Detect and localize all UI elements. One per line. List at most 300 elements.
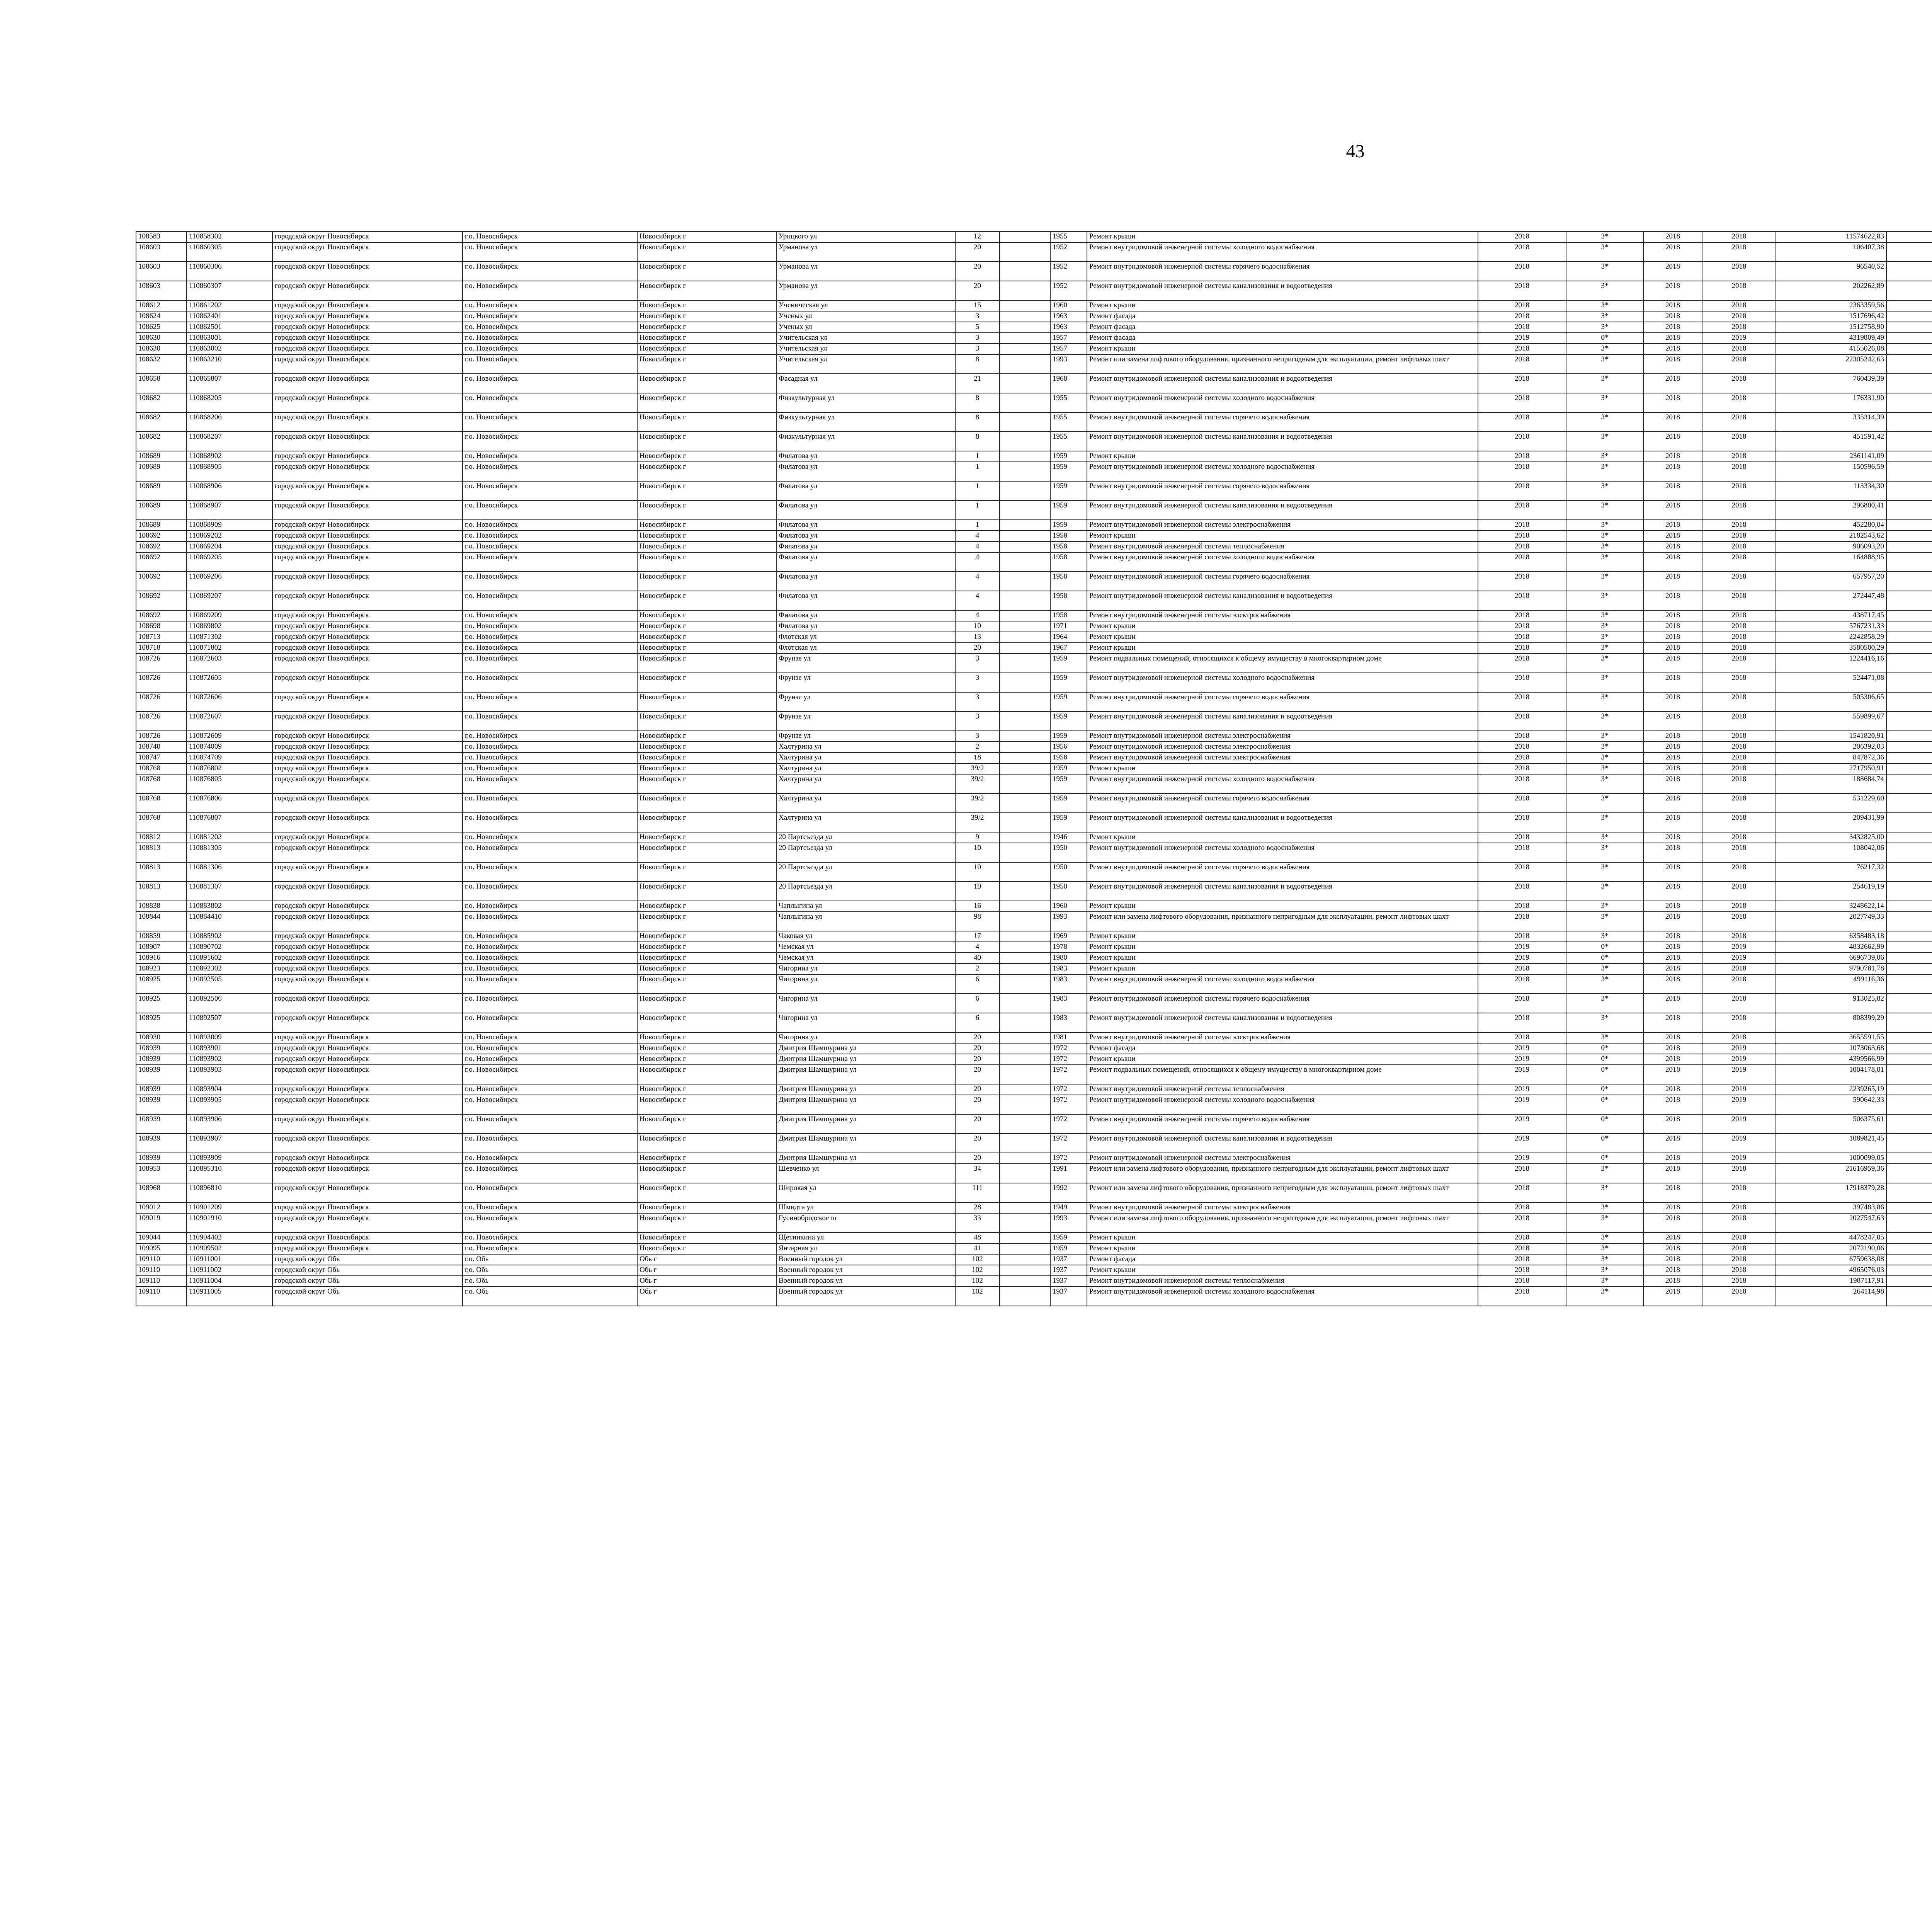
- cell-status: 3*: [1566, 300, 1643, 311]
- cell-house-id: 108658: [136, 374, 187, 393]
- cell-record-id: 110893009: [187, 1032, 272, 1043]
- cell-year-built: 1993: [1050, 1213, 1087, 1233]
- cell-record-id: 110883802: [187, 901, 272, 912]
- cell-municipality: городской округ Новосибирск: [272, 1202, 463, 1213]
- cell-street: Учительская ул: [776, 344, 955, 354]
- cell-record-id: 110869206: [187, 572, 272, 591]
- cell-start-year: 2018: [1643, 1134, 1702, 1153]
- cell-locality: Новосибирск г: [637, 632, 776, 643]
- cell-municipality: городской округ Новосибирск: [272, 793, 463, 813]
- cell-end-year: 2018: [1702, 481, 1776, 501]
- cell-municipality: городской округ Новосибирск: [272, 712, 463, 731]
- cell-locality: Новосибирск г: [637, 1043, 776, 1054]
- cell-year-built: 1950: [1050, 862, 1087, 882]
- cell-house-number: 20: [955, 1054, 1000, 1065]
- table-row: [136, 1032, 1932, 1043]
- cell-municipality: городской округ Новосибирск: [272, 354, 463, 374]
- cell-house-id: 108939: [136, 1114, 187, 1134]
- cell-record-id: 110863210: [187, 354, 272, 374]
- cell-cost-total: 1517696,42: [1776, 311, 1886, 322]
- cell-plan-year: 2018: [1478, 354, 1566, 374]
- cell-work-type: Ремонт фасада: [1087, 333, 1478, 344]
- cell-cost-total: 506375,61: [1776, 1114, 1886, 1134]
- cell-end-year: 2018: [1702, 731, 1776, 742]
- cell-end-year: 2018: [1702, 654, 1776, 673]
- cell-year-built: 1959: [1050, 692, 1087, 712]
- cell-cost-fund: [1886, 432, 1932, 451]
- cell-house-number: 13: [955, 632, 1000, 643]
- cell-work-type: Ремонт крыши: [1087, 1054, 1478, 1065]
- cell-municipal-unit: г.о. Новосибирск: [463, 813, 637, 832]
- cell-status: 3*: [1566, 931, 1643, 942]
- cell-municipality: городской округ Новосибирск: [272, 232, 463, 242]
- cell-locality: Новосибирск г: [637, 481, 776, 501]
- cell-cost-fund: [1886, 300, 1932, 311]
- cell-house-id: 108859: [136, 931, 187, 942]
- cell-building: [1000, 541, 1050, 552]
- cell-status: 3*: [1566, 752, 1643, 763]
- cell-municipality: городской округ Новосибирск: [272, 1243, 463, 1254]
- cell-status: 3*: [1566, 832, 1643, 843]
- cell-municipal-unit: г.о. Новосибирск: [463, 763, 637, 774]
- cell-house-id: 108603: [136, 262, 187, 281]
- cell-start-year: 2018: [1643, 1054, 1702, 1065]
- cell-plan-year: 2018: [1478, 451, 1566, 462]
- cell-locality: Новосибирск г: [637, 673, 776, 692]
- cell-cost-total: 1089821,45: [1776, 1134, 1886, 1153]
- cell-start-year: 2018: [1643, 520, 1702, 531]
- cell-work-type: Ремонт крыши: [1087, 232, 1478, 242]
- cell-house-number: 20: [955, 1153, 1000, 1164]
- cell-cost-fund: [1886, 654, 1932, 673]
- cell-record-id: 110872607: [187, 712, 272, 731]
- cell-locality: Новосибирск г: [637, 1134, 776, 1153]
- cell-work-type: Ремонт внутридомовой инженерной системы холодного водоснабжения: [1087, 242, 1478, 262]
- cell-start-year: 2018: [1643, 1265, 1702, 1276]
- table-row: [136, 974, 1932, 994]
- cell-record-id: 110858302: [187, 232, 272, 242]
- table-row: [136, 311, 1932, 322]
- cell-street: Филатова ул: [776, 541, 955, 552]
- table-row: [136, 520, 1932, 531]
- cell-building: [1000, 712, 1050, 731]
- cell-street: Урицкого ул: [776, 232, 955, 242]
- cell-cost-fund: [1886, 333, 1932, 344]
- cell-status: 3*: [1566, 481, 1643, 501]
- cell-status: 3*: [1566, 541, 1643, 552]
- table-row: [136, 621, 1932, 632]
- cell-locality: Новосибирск г: [637, 643, 776, 654]
- cell-building: [1000, 610, 1050, 621]
- cell-work-type: Ремонт или замена лифтового оборудования, признанного непригодным для эксплуатации, ремонт лифтовых шахт: [1087, 1164, 1478, 1183]
- cell-cost-fund: [1886, 1213, 1932, 1233]
- cell-year-built: 1983: [1050, 974, 1087, 994]
- cell-municipality: городской округ Новосибирск: [272, 1084, 463, 1095]
- cell-work-type: Ремонт внутридомовой инженерной системы горячего водоснабжения: [1087, 572, 1478, 591]
- cell-year-built: 1950: [1050, 882, 1087, 901]
- cell-building: [1000, 931, 1050, 942]
- cell-house-number: 3: [955, 673, 1000, 692]
- cell-cost-total: 6358483,18: [1776, 931, 1886, 942]
- cell-start-year: 2018: [1643, 654, 1702, 673]
- cell-street: Ученых ул: [776, 311, 955, 322]
- cell-building: [1000, 974, 1050, 994]
- cell-cost-total: 108042,06: [1776, 843, 1886, 862]
- cell-plan-year: 2018: [1478, 610, 1566, 621]
- cell-work-type: Ремонт внутридомовой инженерной системы канализования и водоотведения: [1087, 501, 1478, 520]
- cell-building: [1000, 1013, 1050, 1032]
- cell-status: 3*: [1566, 610, 1643, 621]
- cell-status: 3*: [1566, 552, 1643, 572]
- cell-municipality: городской округ Новосибирск: [272, 610, 463, 621]
- cell-locality: Новосибирск г: [637, 344, 776, 354]
- cell-end-year: 2018: [1702, 643, 1776, 654]
- cell-record-id: 110860307: [187, 281, 272, 300]
- cell-street: Чемская ул: [776, 953, 955, 964]
- table-row: [136, 462, 1932, 481]
- cell-locality: Новосибирск г: [637, 712, 776, 731]
- cell-year-built: 1959: [1050, 462, 1087, 481]
- cell-house-id: 108939: [136, 1153, 187, 1164]
- cell-record-id: 110872609: [187, 731, 272, 742]
- cell-street: Халтурина ул: [776, 813, 955, 832]
- cell-plan-year: 2019: [1478, 1065, 1566, 1084]
- cell-street: Шмидта ул: [776, 1202, 955, 1213]
- cell-locality: Новосибирск г: [637, 1243, 776, 1254]
- cell-year-built: 1991: [1050, 1164, 1087, 1183]
- cell-building: [1000, 300, 1050, 311]
- cell-status: 3*: [1566, 692, 1643, 712]
- cell-work-type: Ремонт внутридомовой инженерной системы холодного водоснабжения: [1087, 1095, 1478, 1114]
- cell-cost-total: 4319809,49: [1776, 333, 1886, 344]
- cell-end-year: 2018: [1702, 232, 1776, 242]
- cell-status: 0*: [1566, 1065, 1643, 1084]
- cell-municipality: городской округ Новосибирск: [272, 621, 463, 632]
- cell-year-built: 1959: [1050, 731, 1087, 742]
- cell-house-id: 108692: [136, 541, 187, 552]
- cell-cost-fund: [1886, 481, 1932, 501]
- cell-record-id: 110895310: [187, 1164, 272, 1183]
- cell-cost-fund: [1886, 1265, 1932, 1276]
- cell-municipality: городской округ Новосибирск: [272, 451, 463, 462]
- cell-record-id: 110868206: [187, 412, 272, 432]
- cell-year-built: 1959: [1050, 1233, 1087, 1243]
- cell-end-year: 2018: [1702, 742, 1776, 752]
- cell-street: Урманова ул: [776, 262, 955, 281]
- cell-year-built: 1958: [1050, 591, 1087, 610]
- cell-work-type: Ремонт внутридомовой инженерной системы электроснабжения: [1087, 610, 1478, 621]
- cell-record-id: 110871302: [187, 632, 272, 643]
- cell-status: 3*: [1566, 742, 1643, 752]
- cell-record-id: 110893904: [187, 1084, 272, 1095]
- cell-street: Щетинкина ул: [776, 1233, 955, 1243]
- cell-municipal-unit: г.о. Новосибирск: [463, 262, 637, 281]
- cell-record-id: 110904402: [187, 1233, 272, 1243]
- cell-end-year: 2019: [1702, 1084, 1776, 1095]
- cell-year-built: 1959: [1050, 673, 1087, 692]
- cell-start-year: 2018: [1643, 333, 1702, 344]
- cell-record-id: 110892302: [187, 964, 272, 974]
- cell-status: 3*: [1566, 451, 1643, 462]
- cell-end-year: 2019: [1702, 1043, 1776, 1054]
- cell-locality: Новосибирск г: [637, 953, 776, 964]
- cell-cost-fund: [1886, 1114, 1932, 1134]
- table-row: [136, 1213, 1932, 1233]
- cell-municipal-unit: г.о. Новосибирск: [463, 333, 637, 344]
- table-row: [136, 832, 1932, 843]
- cell-cost-total: 113334,30: [1776, 481, 1886, 501]
- cell-end-year: 2018: [1702, 1276, 1776, 1287]
- cell-start-year: 2018: [1643, 1243, 1702, 1254]
- cell-work-type: Ремонт внутридомовой инженерной системы горячего водоснабжения: [1087, 1114, 1478, 1134]
- cell-plan-year: 2018: [1478, 763, 1566, 774]
- cell-status: 3*: [1566, 520, 1643, 531]
- cell-house-number: 102: [955, 1254, 1000, 1265]
- cell-municipal-unit: г.о. Новосибирск: [463, 374, 637, 393]
- cell-house-number: 34: [955, 1164, 1000, 1183]
- cell-house-number: 20: [955, 1043, 1000, 1054]
- cell-house-id: 109095: [136, 1243, 187, 1254]
- cell-house-number: 4: [955, 541, 1000, 552]
- cell-status: 3*: [1566, 281, 1643, 300]
- cell-building: [1000, 793, 1050, 813]
- cell-house-number: 10: [955, 843, 1000, 862]
- cell-status: 3*: [1566, 262, 1643, 281]
- cell-work-type: Ремонт внутридомовой инженерной системы канализования и водоотведения: [1087, 882, 1478, 901]
- cell-municipal-unit: г.о. Новосибирск: [463, 931, 637, 942]
- cell-plan-year: 2018: [1478, 931, 1566, 942]
- table-row: [136, 882, 1932, 901]
- cell-work-type: Ремонт внутридомовой инженерной системы канализования и водоотведения: [1087, 1134, 1478, 1153]
- cell-municipality: городской округ Новосибирск: [272, 1134, 463, 1153]
- cell-street: Филатова ул: [776, 501, 955, 520]
- table-row: [136, 953, 1932, 964]
- cell-record-id: 110869204: [187, 541, 272, 552]
- table-row: [136, 333, 1932, 344]
- cell-cost-fund: [1886, 731, 1932, 742]
- cell-street: Чаплыгина ул: [776, 901, 955, 912]
- cell-locality: Новосибирск г: [637, 912, 776, 931]
- cell-building: [1000, 673, 1050, 692]
- table-row: [136, 1134, 1932, 1153]
- cell-house-number: 3: [955, 712, 1000, 731]
- cell-work-type: Ремонт крыши: [1087, 964, 1478, 974]
- table-row: [136, 1095, 1932, 1114]
- cell-building: [1000, 621, 1050, 632]
- cell-house-number: 4: [955, 591, 1000, 610]
- cell-start-year: 2018: [1643, 393, 1702, 412]
- cell-house-id: 108968: [136, 1183, 187, 1202]
- cell-street: Дмитрия Шамшурина ул: [776, 1054, 955, 1065]
- cell-end-year: 2019: [1702, 1095, 1776, 1114]
- cell-work-type: Ремонт крыши: [1087, 942, 1478, 953]
- cell-municipal-unit: г.о. Новосибирск: [463, 832, 637, 843]
- cell-record-id: 110893902: [187, 1054, 272, 1065]
- cell-record-id: 110860306: [187, 262, 272, 281]
- cell-municipality: городской округ Новосибирск: [272, 1043, 463, 1054]
- table-row: [136, 994, 1932, 1013]
- cell-start-year: 2018: [1643, 344, 1702, 354]
- cell-cost-fund: [1886, 632, 1932, 643]
- cell-year-built: 1952: [1050, 242, 1087, 262]
- cell-building: [1000, 1233, 1050, 1243]
- cell-house-id: 108682: [136, 393, 187, 412]
- cell-locality: Новосибирск г: [637, 1065, 776, 1084]
- cell-year-built: 1983: [1050, 964, 1087, 974]
- cell-building: [1000, 994, 1050, 1013]
- cell-building: [1000, 374, 1050, 393]
- cell-house-id: 108768: [136, 793, 187, 813]
- cell-house-number: 20: [955, 1114, 1000, 1134]
- cell-start-year: 2018: [1643, 552, 1702, 572]
- cell-cost-total: 335314,39: [1776, 412, 1886, 432]
- cell-start-year: 2018: [1643, 232, 1702, 242]
- cell-house-number: 1: [955, 462, 1000, 481]
- cell-locality: Новосибирск г: [637, 654, 776, 673]
- cell-building: [1000, 1287, 1050, 1306]
- cell-street: Дмитрия Шамшурина ул: [776, 1065, 955, 1084]
- cell-building: [1000, 1243, 1050, 1254]
- cell-locality: Обь г: [637, 1254, 776, 1265]
- cell-locality: Новосибирск г: [637, 333, 776, 344]
- cell-house-number: 20: [955, 1084, 1000, 1095]
- cell-year-built: 1958: [1050, 541, 1087, 552]
- cell-street: Шевченко ул: [776, 1164, 955, 1183]
- cell-status: 3*: [1566, 354, 1643, 374]
- cell-year-built: 1993: [1050, 354, 1087, 374]
- cell-year-built: 1937: [1050, 1276, 1087, 1287]
- cell-status: 0*: [1566, 1095, 1643, 1114]
- cell-end-year: 2018: [1702, 520, 1776, 531]
- cell-record-id: 110869802: [187, 621, 272, 632]
- cell-end-year: 2018: [1702, 673, 1776, 692]
- cell-municipal-unit: г.о. Обь: [463, 1254, 637, 1265]
- cell-year-built: 1969: [1050, 931, 1087, 942]
- cell-cost-fund: [1886, 232, 1932, 242]
- cell-cost-total: 150596,59: [1776, 462, 1886, 481]
- cell-work-type: Ремонт крыши: [1087, 621, 1478, 632]
- table-row: [136, 374, 1932, 393]
- cell-house-number: 3: [955, 654, 1000, 673]
- cell-street: Дмитрия Шамшурина ул: [776, 1114, 955, 1134]
- cell-cost-fund: [1886, 1243, 1932, 1254]
- cell-record-id: 110893909: [187, 1153, 272, 1164]
- cell-building: [1000, 942, 1050, 953]
- cell-street: Филатова ул: [776, 552, 955, 572]
- cell-municipality: городской округ Новосибирск: [272, 731, 463, 742]
- cell-municipal-unit: г.о. Новосибирск: [463, 1202, 637, 1213]
- cell-year-built: 1959: [1050, 774, 1087, 793]
- cell-work-type: Ремонт подвальных помещений, относящихся к общему имуществу в многоквартирном доме: [1087, 1065, 1478, 1084]
- cell-house-id: 108698: [136, 621, 187, 632]
- table-row: [136, 643, 1932, 654]
- table-row: [136, 242, 1932, 262]
- cell-cost-total: 2363359,56: [1776, 300, 1886, 311]
- cell-work-type: Ремонт внутридомовой инженерной системы холодного водоснабжения: [1087, 843, 1478, 862]
- cell-end-year: 2018: [1702, 1254, 1776, 1265]
- cell-status: 3*: [1566, 813, 1643, 832]
- cell-cost-total: 206392,03: [1776, 742, 1886, 752]
- cell-end-year: 2018: [1702, 1243, 1776, 1254]
- cell-cost-total: 760439,39: [1776, 374, 1886, 393]
- cell-building: [1000, 1276, 1050, 1287]
- cell-cost-fund: [1886, 591, 1932, 610]
- cell-status: 3*: [1566, 793, 1643, 813]
- table-row: [136, 412, 1932, 432]
- cell-work-type: Ремонт фасада: [1087, 311, 1478, 322]
- cell-house-number: 16: [955, 901, 1000, 912]
- cell-start-year: 2018: [1643, 1233, 1702, 1243]
- cell-cost-fund: [1886, 1043, 1932, 1054]
- table-row: [136, 281, 1932, 300]
- cell-record-id: 110862501: [187, 322, 272, 333]
- cell-start-year: 2018: [1643, 793, 1702, 813]
- cell-locality: Новосибирск г: [637, 1084, 776, 1095]
- cell-municipal-unit: г.о. Новосибирск: [463, 501, 637, 520]
- cell-end-year: 2018: [1702, 501, 1776, 520]
- cell-municipal-unit: г.о. Новосибирск: [463, 643, 637, 654]
- cell-cost-total: 264114,98: [1776, 1287, 1886, 1306]
- cell-cost-fund: [1886, 242, 1932, 262]
- cell-start-year: 2018: [1643, 1153, 1702, 1164]
- cell-house-id: 108682: [136, 432, 187, 451]
- table-row: [136, 1265, 1932, 1276]
- cell-plan-year: 2018: [1478, 1287, 1566, 1306]
- cell-start-year: 2018: [1643, 942, 1702, 953]
- cell-building: [1000, 763, 1050, 774]
- cell-locality: Новосибирск г: [637, 451, 776, 462]
- cell-building: [1000, 1032, 1050, 1043]
- cell-end-year: 2019: [1702, 1114, 1776, 1134]
- cell-house-number: 3: [955, 731, 1000, 742]
- cell-status: 3*: [1566, 374, 1643, 393]
- cell-building: [1000, 242, 1050, 262]
- cell-record-id: 110901910: [187, 1213, 272, 1233]
- cell-municipality: городской округ Новосибирск: [272, 912, 463, 931]
- cell-building: [1000, 1213, 1050, 1233]
- cell-locality: Новосибирск г: [637, 520, 776, 531]
- cell-end-year: 2018: [1702, 432, 1776, 451]
- cell-municipality: городской округ Новосибирск: [272, 692, 463, 712]
- cell-cost-fund: [1886, 931, 1932, 942]
- cell-work-type: Ремонт внутридомовой инженерной системы электроснабжения: [1087, 752, 1478, 763]
- cell-status: 3*: [1566, 1164, 1643, 1183]
- cell-end-year: 2018: [1702, 300, 1776, 311]
- table-row: [136, 1084, 1932, 1095]
- cell-plan-year: 2018: [1478, 374, 1566, 393]
- cell-end-year: 2018: [1702, 843, 1776, 862]
- cell-work-type: Ремонт крыши: [1087, 344, 1478, 354]
- cell-house-id: 108692: [136, 572, 187, 591]
- cell-locality: Новосибирск г: [637, 501, 776, 520]
- cell-end-year: 2018: [1702, 1213, 1776, 1233]
- cell-locality: Новосибирск г: [637, 1202, 776, 1213]
- cell-building: [1000, 1183, 1050, 1202]
- cell-work-type: Ремонт крыши: [1087, 1233, 1478, 1243]
- cell-plan-year: 2018: [1478, 712, 1566, 731]
- cell-locality: Новосибирск г: [637, 752, 776, 763]
- cell-start-year: 2018: [1643, 712, 1702, 731]
- cell-status: 3*: [1566, 974, 1643, 994]
- cell-plan-year: 2018: [1478, 1265, 1566, 1276]
- cell-street: Ученых ул: [776, 322, 955, 333]
- cell-work-type: Ремонт или замена лифтового оборудования, признанного непригодным для эксплуатации, ремонт лифтовых шахт: [1087, 1183, 1478, 1202]
- cell-year-built: 1959: [1050, 451, 1087, 462]
- cell-start-year: 2018: [1643, 1287, 1702, 1306]
- cell-locality: Новосибирск г: [637, 862, 776, 882]
- cell-municipality: городской округ Новосибирск: [272, 774, 463, 793]
- cell-cost-total: 17918379,28: [1776, 1183, 1886, 1202]
